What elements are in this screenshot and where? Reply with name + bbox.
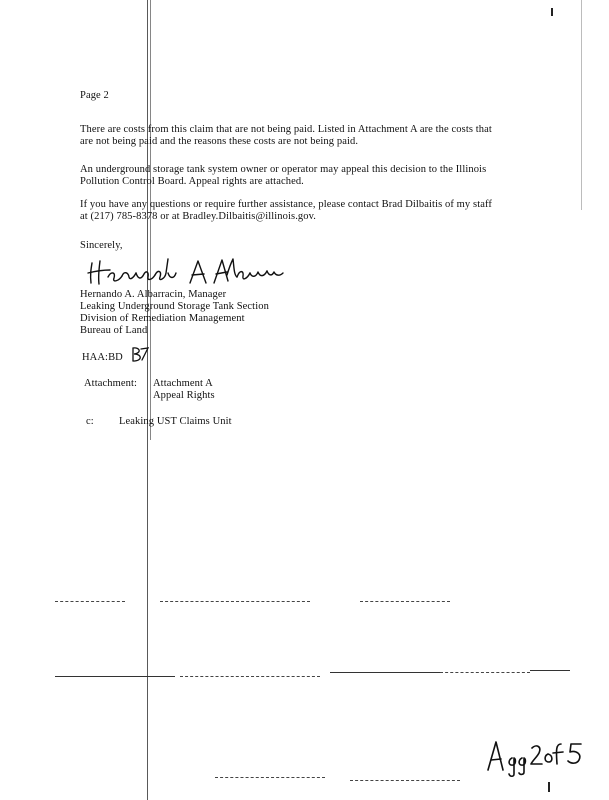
scan-artifact-line xyxy=(55,601,125,602)
handwritten-page-note xyxy=(486,738,586,778)
scan-artifact-line xyxy=(55,676,175,677)
attachment-item: Appeal Rights xyxy=(153,390,215,401)
paragraph-line: There are costs from this claim that are not being paid. Listed in Attachment A are the costs that xyxy=(80,124,492,135)
cc-label: c: xyxy=(86,416,94,427)
scan-artifact-line xyxy=(215,777,325,778)
signatory-section: Leaking Underground Storage Tank Section xyxy=(80,301,269,312)
signatory-name-title: Hernando A. Albarracin, Manager xyxy=(80,289,227,300)
signatory-bureau: Bureau of Land xyxy=(80,325,148,336)
scan-artifact-line xyxy=(160,601,310,602)
scan-artifact-line xyxy=(180,676,320,677)
scan-edge-mark xyxy=(548,782,550,792)
scan-artifact-line xyxy=(360,601,450,602)
scan-edge-line xyxy=(581,0,582,210)
reference-initials: HAA:BD xyxy=(82,352,123,363)
paragraph-line: are not being paid and the reasons these costs are not being paid. xyxy=(80,136,359,147)
handwritten-signature xyxy=(86,255,286,289)
signatory-division: Division of Remediation Management xyxy=(80,313,245,324)
handwritten-initials xyxy=(130,345,150,363)
attachment-label: Attachment: xyxy=(84,378,138,389)
paragraph-line: at (217) 785-8378 or at Bradley.Dilbaitis@illinois.gov. xyxy=(80,211,317,222)
scan-artifact-line xyxy=(440,672,530,673)
attachment-item: Attachment A xyxy=(153,378,213,389)
page-label: Page 2 xyxy=(80,90,109,101)
paragraph-line: If you have any questions or require further assistance, please contact Brad Dilbaitis of my staff xyxy=(80,199,492,210)
scan-artifact-line xyxy=(530,670,570,671)
paragraph-line: An underground storage tank system owner or operator may appeal this decision to the Illinois xyxy=(80,164,487,175)
scan-edge-mark xyxy=(551,8,553,16)
cc-recipient: Leaking UST Claims Unit xyxy=(119,416,232,427)
scan-artifact-line xyxy=(350,780,460,781)
scan-fold-line xyxy=(147,0,148,800)
closing: Sincerely, xyxy=(80,240,123,251)
scan-artifact-line xyxy=(330,672,440,673)
paragraph-line: Pollution Control Board. Appeal rights are attached. xyxy=(80,176,304,187)
